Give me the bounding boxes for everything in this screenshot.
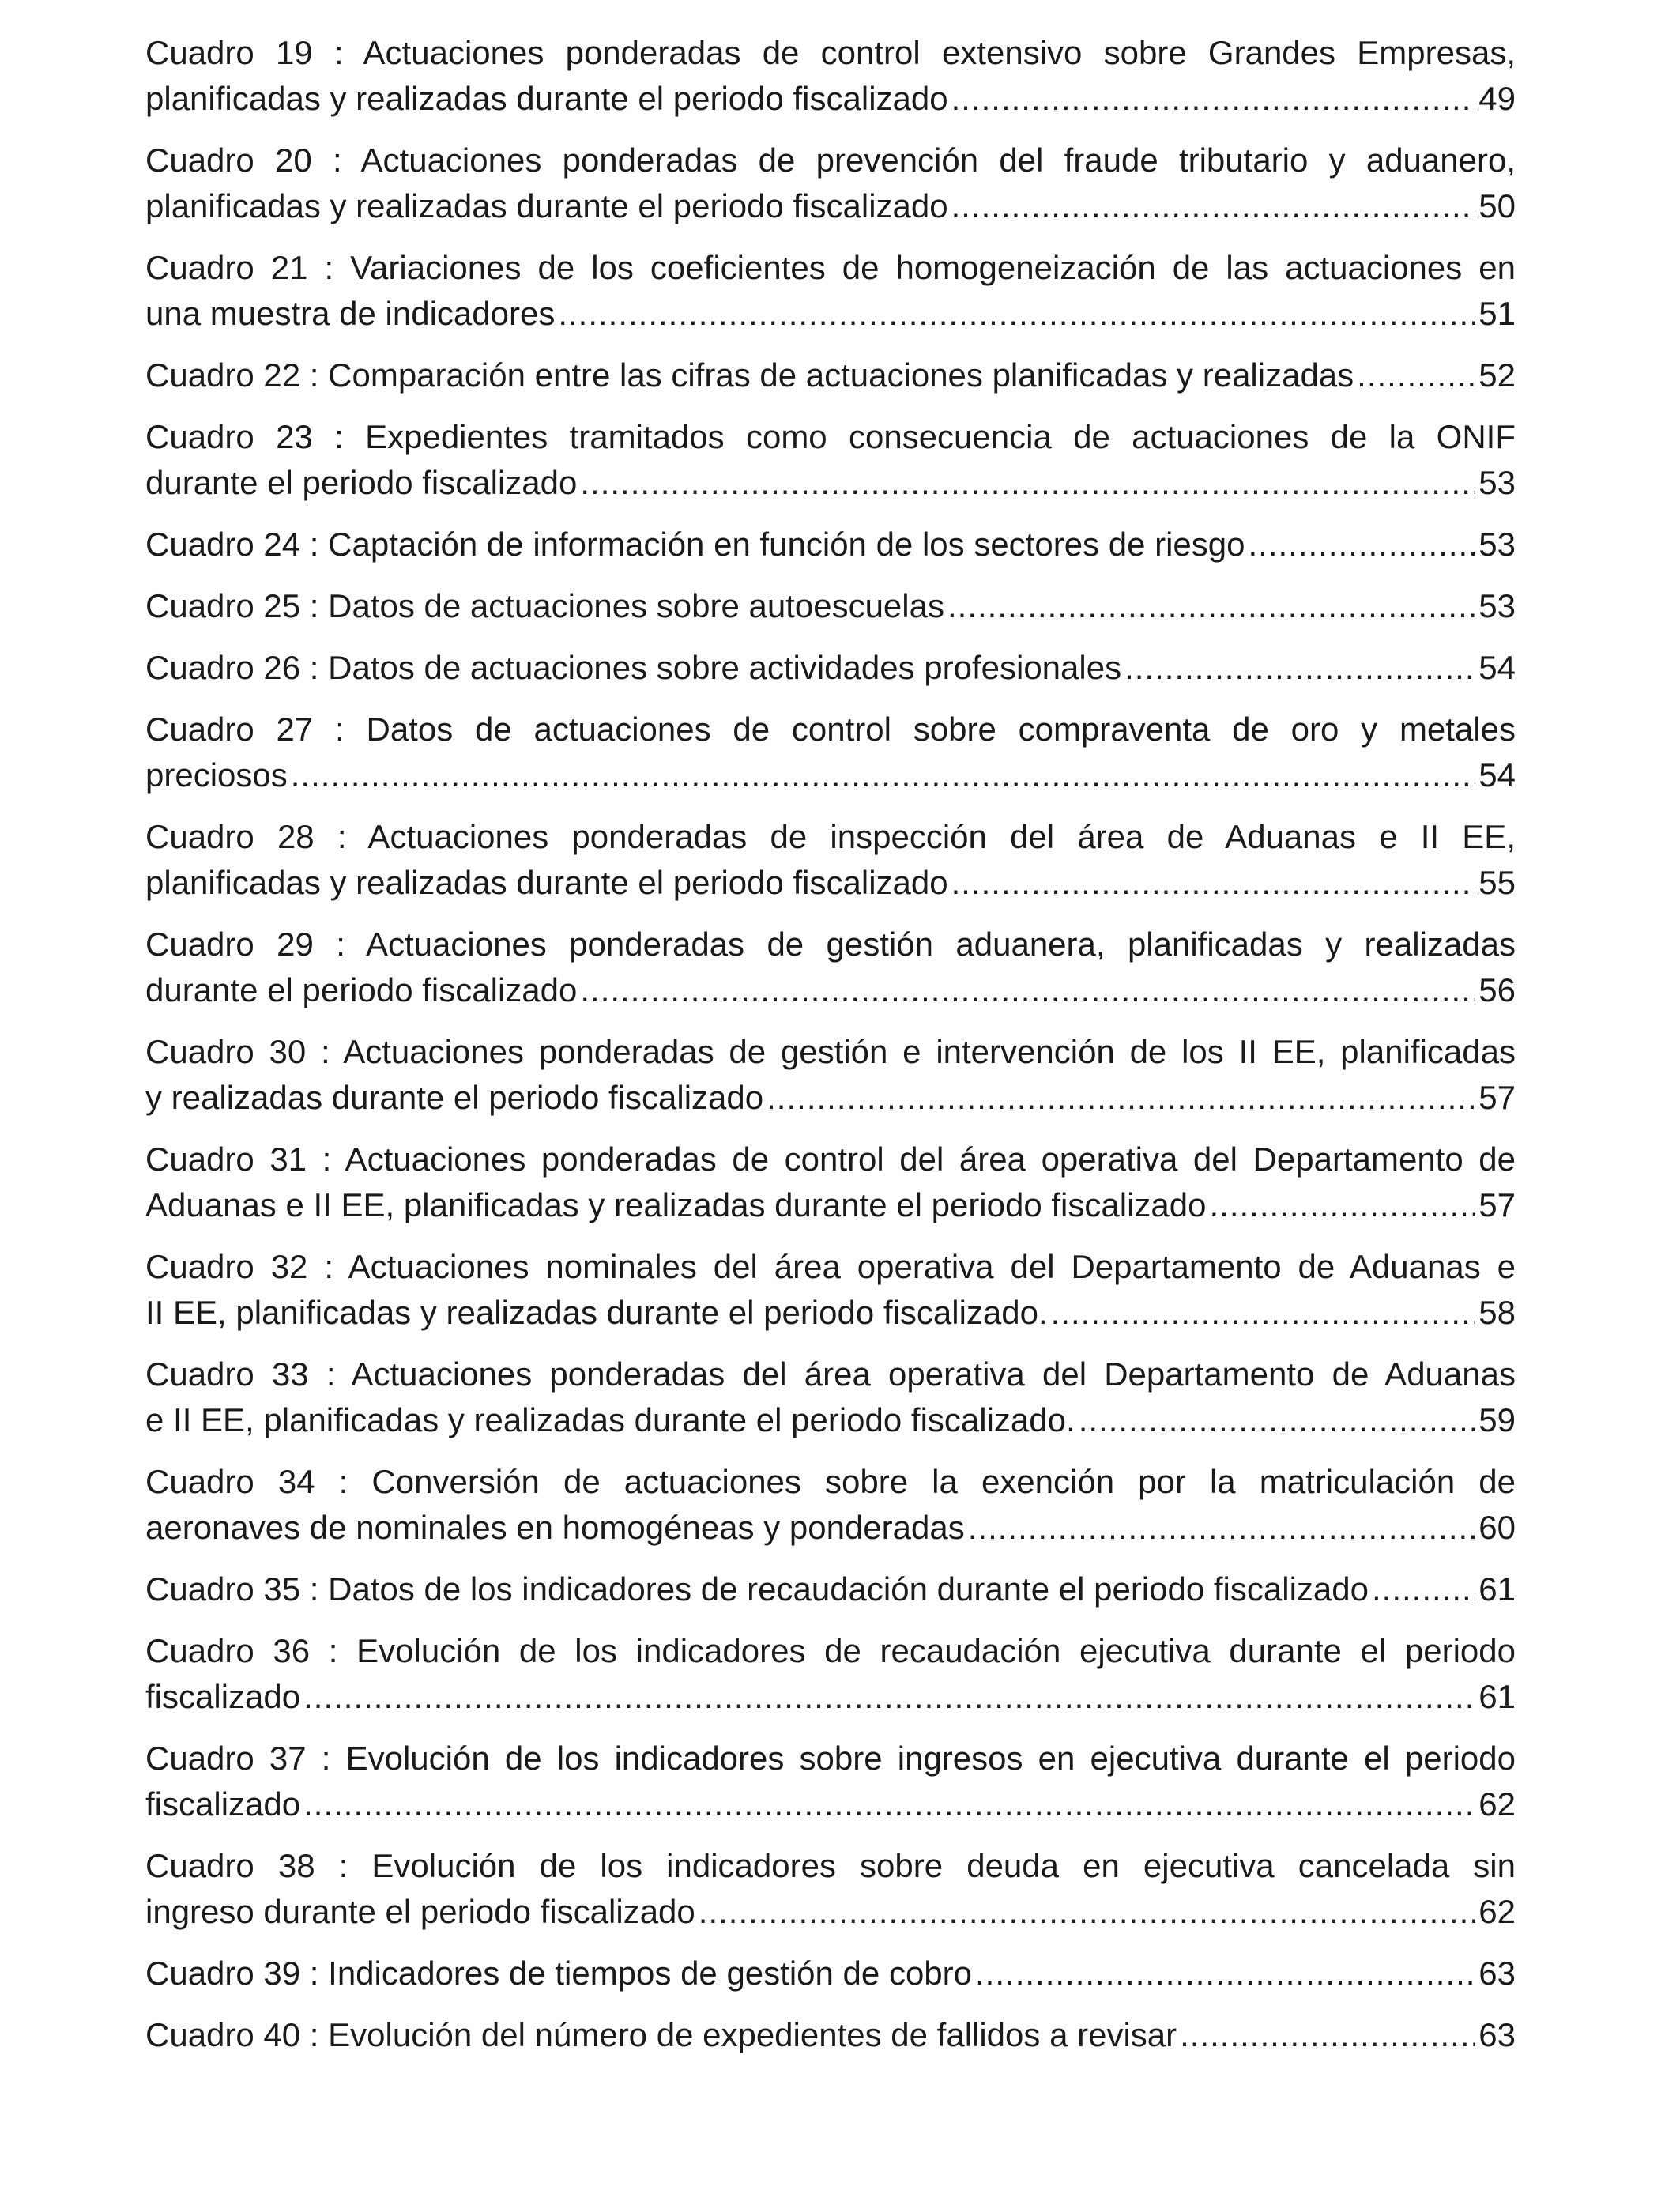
dot-leader [303, 1674, 1475, 1720]
toc-page-number: 54 [1478, 649, 1516, 686]
toc-entry-title: Aduanas e II EE, planificadas y realizadas durante el periodo fiscalizado [145, 1186, 1207, 1223]
toc-entry-title: Cuadro 24 : Captación de información en función de los sectores de riesgo [145, 526, 1245, 563]
toc-entry[interactable] [145, 645, 1516, 691]
toc-entry-last-line [145, 183, 1516, 229]
toc-page-number: 60 [1478, 1509, 1516, 1546]
toc-entry-last-line [145, 1290, 1516, 1336]
dot-leader [951, 183, 1476, 229]
toc-entry[interactable] [145, 414, 1516, 506]
toc-entry-title-line: Cuadro 23 : Expedientes tramitados como consecuencia de actuaciones de la ONIF [145, 418, 1516, 455]
toc-entry[interactable] [145, 1843, 1516, 1935]
toc-entry-title: y realizadas durante el periodo fiscalizado [145, 1079, 764, 1116]
toc-entry-last-line [145, 76, 1516, 122]
toc-entry[interactable] [145, 1137, 1516, 1228]
toc-entry[interactable] [145, 922, 1516, 1013]
dot-leader [951, 76, 1476, 122]
toc-entry-title-line: Cuadro 20 : Actuaciones ponderadas de prevención del fraude tributario y aduanero, [145, 141, 1516, 179]
toc-page-number: 62 [1478, 1893, 1516, 1930]
toc-entry-title: planificadas y realizadas durante el periodo fiscalizado [145, 864, 948, 901]
toc-entry-title: planificadas y realizadas durante el periodo fiscalizado [145, 80, 948, 117]
toc-entry-title: e II EE, planificadas y realizadas durante el periodo fiscalizado. [145, 1401, 1075, 1438]
toc-page-number: 61 [1478, 1678, 1516, 1715]
toc-page-number: 53 [1478, 526, 1516, 563]
toc-entry-last-line [145, 1566, 1516, 1612]
toc-entry-title: Cuadro 26 : Datos de actuaciones sobre actividades profesionales [145, 649, 1122, 686]
toc-entry-title: fiscalizado [145, 1678, 301, 1715]
toc-page-number: 54 [1478, 756, 1516, 794]
toc-entry-last-line [145, 1781, 1516, 1827]
dot-leader [1372, 1566, 1475, 1612]
toc-page-number: 57 [1478, 1079, 1516, 1116]
toc-entry-last-line [145, 967, 1516, 1013]
toc-entry[interactable] [145, 1736, 1516, 1827]
toc-entry-title-line: Cuadro 37 : Evolución de los indicadores sobre ingresos en ejecutiva durante el periodo [145, 1740, 1516, 1777]
toc-entry-last-line [145, 583, 1516, 629]
toc-entry-last-line [145, 460, 1516, 506]
dot-leader [558, 291, 1475, 337]
toc-entry-title-line: Cuadro 34 : Conversión de actuaciones sobre la exención por la matriculación de [145, 1463, 1516, 1500]
toc-entry[interactable] [145, 352, 1516, 398]
dot-leader [1209, 1182, 1475, 1228]
toc-entry-title: preciosos [145, 756, 288, 794]
toc-entry-title-line: Cuadro 21 : Variaciones de los coeficientes de homogeneización de las actuaciones en [145, 249, 1516, 286]
toc-entry-last-line [145, 1951, 1516, 1996]
toc-entry-title-line: Cuadro 27 : Datos de actuaciones de control sobre compraventa de oro y metales [145, 711, 1516, 748]
toc-entry-last-line [145, 1505, 1516, 1551]
toc-entry-title: fiscalizado [145, 1785, 301, 1823]
dot-leader [947, 583, 1475, 629]
toc-entry[interactable] [145, 1244, 1516, 1336]
toc-page-number: 58 [1478, 1294, 1516, 1331]
dot-leader [1124, 645, 1475, 691]
dot-leader [767, 1075, 1475, 1121]
dot-leader [699, 1889, 1476, 1935]
toc-entry-title-line: Cuadro 19 : Actuaciones ponderadas de control extensivo sobre Grandes Empresas, [145, 34, 1516, 71]
toc-page-number: 59 [1478, 1401, 1516, 1438]
dot-leader [968, 1505, 1476, 1551]
toc-entry-title: planificadas y realizadas durante el periodo fiscalizado [145, 187, 948, 224]
dot-leader [951, 860, 1476, 906]
toc-entry-title: durante el periodo fiscalizado [145, 971, 578, 1008]
toc-entry-title-line: Cuadro 31 : Actuaciones ponderadas de control del área operativa del Departamento de [145, 1140, 1516, 1178]
toc-entry-title: Cuadro 39 : Indicadores de tiempos de gestión de cobro [145, 1955, 973, 1992]
toc-entry-title: II EE, planificadas y realizadas durante el periodo fiscalizado. [145, 1294, 1048, 1331]
toc-page-number: 50 [1478, 187, 1516, 224]
toc-page-number: 49 [1478, 80, 1516, 117]
toc-entry-last-line [145, 522, 1516, 567]
toc-entry-title: Cuadro 22 : Comparación entre las cifras de actuaciones planificadas y realizadas [145, 356, 1354, 394]
toc-entry[interactable] [145, 707, 1516, 798]
toc-entry-title-line: Cuadro 29 : Actuaciones ponderadas de gestión aduanera, planificadas y realizadas [145, 925, 1516, 963]
toc-entry-title: ingreso durante el periodo fiscalizado [145, 1893, 695, 1930]
toc-entry-last-line [145, 1397, 1516, 1443]
dot-leader [291, 752, 1476, 798]
toc-entry-title-line: Cuadro 33 : Actuaciones ponderadas del área operativa del Departamento de Aduanas [145, 1355, 1516, 1393]
toc-page-number: 63 [1478, 1955, 1516, 1992]
toc-entry[interactable] [145, 522, 1516, 567]
toc-entry-last-line [145, 1075, 1516, 1121]
toc-page-number: 55 [1478, 864, 1516, 901]
toc-entry[interactable] [145, 2012, 1516, 2058]
dot-leader [1357, 352, 1475, 398]
toc-entry[interactable] [145, 1566, 1516, 1612]
toc-entry-title-line: Cuadro 28 : Actuaciones ponderadas de inspección del área de Aduanas e II EE, [145, 818, 1516, 855]
toc-entry-title: una muestra de indicadores [145, 295, 556, 332]
toc-entry-last-line [145, 860, 1516, 906]
dot-leader [580, 460, 1475, 506]
toc-entry-title: aeronaves de nominales en homogéneas y ponderadas [145, 1509, 965, 1546]
toc-page-number: 56 [1478, 971, 1516, 1008]
toc-entry[interactable] [145, 1029, 1516, 1121]
toc-entry-last-line [145, 645, 1516, 691]
toc-entry[interactable] [145, 583, 1516, 629]
toc-page-number: 52 [1478, 356, 1516, 394]
toc-entry-title: durante el periodo fiscalizado [145, 464, 578, 501]
table-of-figures [145, 30, 1516, 2074]
toc-entry-last-line [145, 2012, 1516, 2058]
toc-entry[interactable] [145, 245, 1516, 337]
toc-entry[interactable] [145, 138, 1516, 229]
toc-entry-last-line [145, 291, 1516, 337]
toc-entry-title-line: Cuadro 30 : Actuaciones ponderadas de gestión e intervención de los II EE, planificadas [145, 1033, 1516, 1070]
toc-entry-title-line: Cuadro 38 : Evolución de los indicadores sobre deuda en ejecutiva cancelada sin [145, 1847, 1516, 1884]
toc-page-number: 53 [1478, 464, 1516, 501]
dot-leader [1249, 522, 1476, 567]
toc-entry[interactable] [145, 30, 1516, 122]
dot-leader [1180, 2012, 1475, 2058]
dot-leader [580, 967, 1475, 1013]
toc-page-number: 62 [1478, 1785, 1516, 1823]
toc-entry-title: Cuadro 25 : Datos de actuaciones sobre autoescuelas [145, 587, 944, 624]
toc-entry[interactable] [145, 1351, 1516, 1443]
toc-entry-last-line [145, 1889, 1516, 1935]
toc-entry-title-line: Cuadro 32 : Actuaciones nominales del área operativa del Departamento de Aduanas e [145, 1248, 1516, 1285]
toc-entry-last-line [145, 352, 1516, 398]
toc-page-number: 53 [1478, 587, 1516, 624]
dot-leader [303, 1781, 1475, 1827]
toc-entry-title-line: Cuadro 36 : Evolución de los indicadores de recaudación ejecutiva durante el periodo [145, 1632, 1516, 1669]
toc-page-number: 63 [1478, 2016, 1516, 2053]
toc-entry-last-line [145, 1182, 1516, 1228]
dot-leader [1079, 1397, 1476, 1443]
toc-entry[interactable] [145, 814, 1516, 906]
toc-entry[interactable] [145, 1459, 1516, 1551]
toc-page-number: 51 [1478, 295, 1516, 332]
toc-entry-title: Cuadro 35 : Datos de los indicadores de recaudación durante el periodo fiscalizado [145, 1570, 1369, 1608]
dot-leader [975, 1951, 1475, 1996]
dot-leader [1051, 1290, 1476, 1336]
toc-entry-last-line [145, 752, 1516, 798]
toc-page-number: 57 [1478, 1186, 1516, 1223]
toc-entry[interactable] [145, 1628, 1516, 1720]
toc-entry[interactable] [145, 1951, 1516, 1996]
toc-page-number: 61 [1478, 1570, 1516, 1608]
toc-entry-title: Cuadro 40 : Evolución del número de expedientes de fallidos a revisar [145, 2016, 1177, 2053]
toc-entry-last-line [145, 1674, 1516, 1720]
